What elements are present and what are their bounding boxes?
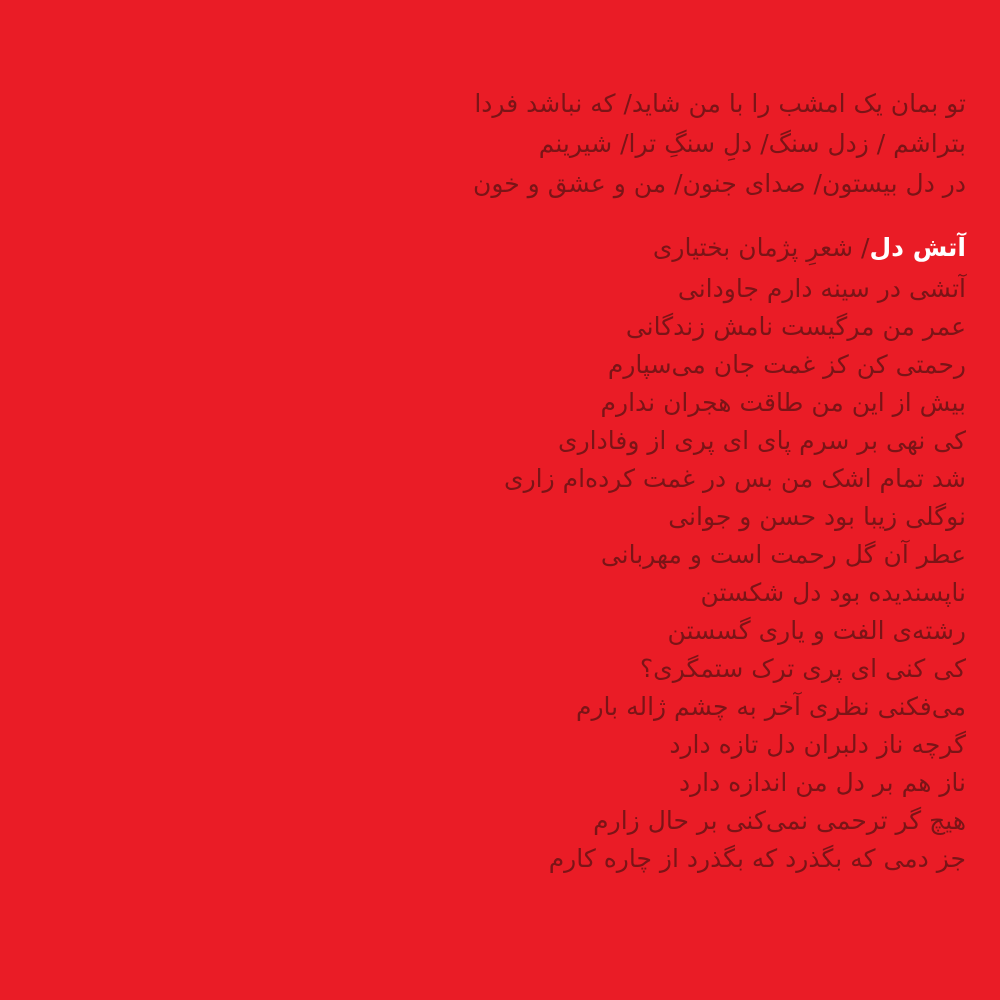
intro-verse-line: بتراشم / زدل سنگ/ دلِ سنگِ ترا/ شیرینم — [538, 129, 966, 158]
intro-verse-line: در دل بیستون/ صدای جنون/ من و عشق و خون — [473, 169, 966, 198]
poem-line: جز دمی که بگذرد که بگذرد از چاره کارم — [548, 844, 966, 873]
poem-line: ناپسندیده بود دل شکستن — [700, 578, 966, 607]
poem-title: آتش دل — [869, 233, 966, 262]
poem-title-line — [473, 228, 966, 268]
poem-line: گرچه ناز دلبران دل تازه دارد — [669, 730, 966, 759]
poem-line: نوگلی زیبا بود حسن و جوانی — [668, 502, 966, 531]
intro-verse-line: تو بمان یک امشب را با من شاید/ که نباشد فردا — [474, 89, 966, 118]
poem-line: می‌فکنی نظری آخر به چشم ژاله بارم — [576, 692, 966, 721]
poem-line: رشته‌ی الفت و یاری گسستن — [667, 616, 966, 645]
poem-line: بیش از این من طاقت هجران ندارم — [600, 388, 966, 417]
poem-line: کی کنی ای پری ترک ستمگری؟ — [639, 654, 966, 683]
poem-line: عطر آن گل رحمت است و مهربانی — [600, 540, 966, 569]
poem-line: کی نهی بر سرم پای ای پری از وفاداری — [558, 426, 966, 455]
lyrics-block — [473, 84, 966, 878]
poem-line: ناز هم بر دل من اندازه دارد — [678, 768, 966, 797]
poem-author-credit: / شعرِ پژمان بختیاری — [652, 233, 870, 262]
poem-line: هیچ گر ترحمی نمی‌کنی بر حال زارم — [593, 806, 966, 835]
poem-body — [473, 270, 966, 878]
poem-line: شد تمام اشک من بس در غمت کرده‌ام زاری — [504, 464, 966, 493]
intro-verse — [473, 84, 966, 204]
poem-line: آتشی در سینه دارم جاودانی — [677, 274, 966, 303]
poem-line: رحمتی کن کز غمت جان می‌سپارم — [607, 350, 966, 379]
poem-line: عمر من مرگیست نامش زندگانی — [625, 312, 966, 341]
